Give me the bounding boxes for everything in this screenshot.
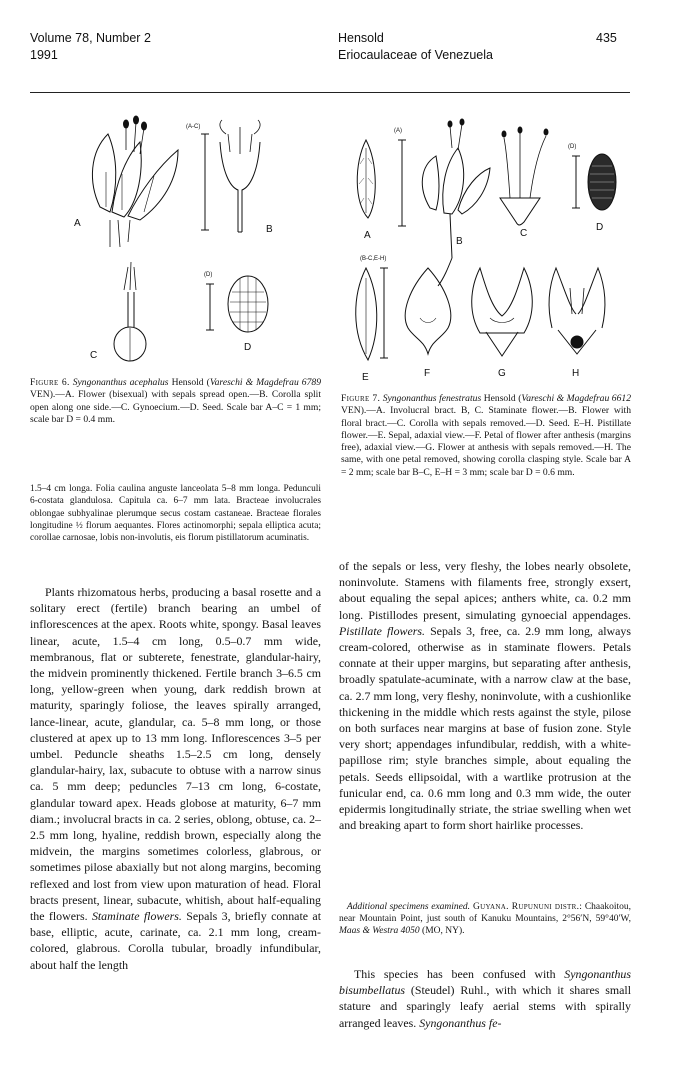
- comparison-text-mid: (Steudel) Ruhl., with which it shares small stature and sparingly leafy aerial stems with spirally arranged leaves.: [339, 983, 631, 1030]
- fig7-label-e: E: [362, 372, 369, 383]
- comparison-paragraph: [339, 966, 631, 1031]
- specimens-examined: [339, 902, 631, 937]
- fig7-caption-text: VEN).—A. Involucral bract. B, C. Staminate flower.—B. Flower with floral bract.—C. Corolla with sepals removed.—D. Seed. E–H. Pistillate flower.—E. Sepal, adaxial view.—F. Petal of flower after anthesis (margins free), adaxial view.—G. Flower at anthesis with sepals removed.—H. The same, with one petal removed, showing corolla clasping style. Scale bar A = 2 mm; scale bar B–C, E–H = 3 mm; scale bar D = 0.6 mm.: [341, 405, 631, 478]
- description-text: Plants rhizomatous herbs, producing a basal rosette and a solitary erect (fertile) branch bearing an umbel of inflorescences at the apex. Roots white, spongy. Basal leaves linear, acute, 1.5–4 cm long, 0.5–0.7 mm wide, membranous, flat or subterete, fenestrate, glandular-hairy, the midvein prominently thickened. Fertile branch 3–6.5 cm long, yellow-green when young, dark reddish brown at maturity, sparingly foliose, the leaves spirally arranged, lance-linear, acute, glandular, ca. 5–8 mm long, or those clustered at apex up to 13 mm long. Inflorescences 3–5 per umbel. Peduncle sheaths 1.5–2.5 cm long, densely glandular-hairy, lax, subacute to obtuse with a narrow sinus ca. 5 mm deep; peduncles 7–13 cm long, 6-costate, glandular toward apex. Heads globose at maturity, 6–7 mm diam.; involucral bracts in ca. 2 series, oblong, obtuse, ca. 2–2.5 mm long, hyaline, reddish brown, especially along the midvein, the margins sometimes colorless, glabrous, or sometimes pilose abaxially but not along margins, becoming reflexed and lost from view upon maturation of head. Floral bracts present, linear, subacute, whitish, about half-equaling the flowers.: [30, 585, 321, 924]
- fig6-corolla-b: [220, 120, 260, 232]
- fig6-scale-ac: [186, 124, 209, 230]
- fig7-bract-a: [357, 140, 375, 218]
- fig6-label-c: C: [90, 350, 98, 361]
- fig7-label-g: G: [498, 368, 506, 379]
- fig7-caption-species: Syngonanthus fenestratus: [382, 393, 482, 404]
- fig7-label-a: A: [364, 230, 371, 241]
- fig7-corolla-c: [500, 127, 548, 225]
- header-author: Hensold: [338, 31, 384, 45]
- fig7-label-d: D: [596, 222, 604, 233]
- fig6-flower-a: [92, 116, 178, 247]
- staminate-label: Staminate flowers.: [91, 909, 182, 924]
- fig7-caption-author: Hensold (: [481, 393, 522, 404]
- continued-text: of the sepals or less, very fleshy, the lobes nearly obsolete, noninvolute. Stamens with filaments free, strongly exsert, about equaling the sepal apices; anthers white, ca. 0.2 mm long. Pistillodes present, simulating gynoecial appendages.: [339, 559, 631, 622]
- fig7-scale-label-beh: (B-C,E-H): [360, 256, 387, 262]
- figure-7-caption: [341, 393, 631, 479]
- fig6-caption-text: VEN).—A. Flower (bisexual) with sepals spread open.—B. Corolla split open along one side.—C. Gynoecium.—D. Seed. Scale bar A–C = 1 mm; scale bar D = 0.4 mm.: [30, 389, 321, 425]
- right-column: [339, 558, 631, 833]
- fig6-gynoecium-c: [114, 262, 146, 361]
- left-column: [30, 584, 321, 973]
- page-number: 435: [596, 31, 617, 45]
- fig6-caption-species: Syngonanthus acephalus: [72, 377, 169, 388]
- latin-description: 1.5–4 cm longa. Folia caulina anguste lanceolata 5–8 mm longa. Pedunculi 6-costata glandulosa. Capitula ca. 6–7 mm lata. Bracteae involucrales oblongae subhyalinae plerumque secus costam castaneae. Bracteae florales longitudine ½ florum aequantes. Flores actinomorphi; sepala elliptica acuta; corollae carnosae, lobis non-involutis, eis florum pistillatorum acuminatis.: [30, 484, 321, 544]
- comparison-text: This species has been confused with: [354, 967, 565, 981]
- description-paragraph: [30, 584, 321, 973]
- fig7-flower-b: [422, 119, 490, 286]
- fig6-seed-d: [228, 276, 268, 332]
- continued-paragraph: [339, 558, 631, 833]
- figure-7: [340, 118, 630, 388]
- figure-6-illustration: [70, 112, 310, 372]
- specimens-herbaria: (MO, NY).: [419, 925, 465, 936]
- fig7-scale-d: [568, 144, 580, 208]
- comparison-species-1: Syngonanthus bisumbellatus: [339, 967, 631, 998]
- fig6-caption-lead: Figure 6.: [30, 377, 70, 388]
- fig6-scale-d: [204, 272, 214, 330]
- running-header-left: [30, 30, 151, 64]
- figure-7-illustration: [340, 118, 630, 388]
- fig6-caption-author: Hensold (: [168, 377, 210, 388]
- fig7-scale-beh: [380, 268, 388, 358]
- fig7-caption-lead: Figure 7.: [341, 393, 381, 404]
- fig6-label-a: A: [74, 218, 81, 229]
- fig6-label-b: B: [266, 224, 273, 235]
- specimens-collector: Maas & Westra 4050: [339, 925, 420, 936]
- fig7-petal-f: [405, 268, 451, 354]
- fig7-label-b: B: [456, 236, 463, 247]
- fig7-label-h: H: [572, 368, 580, 379]
- comparison-text-block: [339, 966, 631, 1031]
- fig7-flower-g: [472, 268, 533, 356]
- specimens-country: Guyana. Rupununi distr.:: [470, 902, 583, 912]
- pistillate-label: Pistillate flowers.: [339, 623, 425, 638]
- header-rule: [30, 92, 630, 93]
- specimens-label: Additional specimens examined.: [346, 902, 471, 912]
- fig6-scale-label-d: (D): [204, 272, 213, 278]
- fig7-label-f: F: [424, 368, 431, 379]
- description-text-end: Sepals 3, briefly connate at base, elliptic, acute, carinate, ca. 2.1 mm long, cream-colored, glabrous. Corolla tubular, broadly infundibular, about half the length: [30, 909, 322, 972]
- fig6-scale-label-ac: (A-C): [186, 124, 201, 130]
- fig6-caption-collector: Vareschi & Magdefrau 6789: [209, 377, 321, 388]
- journal-volume: Volume 78, Number 2: [30, 31, 151, 45]
- fig7-label-c: C: [520, 228, 528, 239]
- fig7-flower-h: [549, 268, 605, 354]
- figure-6-caption: [30, 377, 321, 426]
- journal-year: 1991: [30, 48, 58, 62]
- comparison-species-2: Syngonanthus fe-: [419, 1015, 502, 1030]
- fig7-seed-d: [588, 154, 616, 210]
- fig6-label-d: D: [244, 342, 252, 353]
- fig7-scale-label-a: (A): [394, 128, 402, 134]
- figure-6: [70, 112, 310, 372]
- fig7-sepal-e: [356, 268, 377, 360]
- continued-text-end: Sepals 3, free, ca. 2.9 mm long, always cream-colored, otherwise as in staminate flowers. Petals connate at their upper margins, but separating after anthesis, broadly spatulate-acuminate, with a narrow claw at the base, ca. 2.7 mm long, very fleshy, noninvolute, with a cushionlike thickening in the middle which rests against the style, pilose on both surfaces near margins at base of fusion zone. Style very short; appendages infundibular, reddish, with a white-papillose rim; style branches simple, about equaling the petals. Seeds ellipsoidal, with a wartlike protrusion at the funicular end, ca. 0.6 mm long and 0.3 mm wide, the outer epidermis longitudinally striate, the striae swelling when wet and breaking apart to form short hairlike processes.: [339, 623, 631, 833]
- fig7-caption-collector: Vareschi & Magdefrau 6612: [521, 393, 631, 404]
- specimens-locality: Chaakoitou, near Mountain Point, just south of Kanuku Mountains, 2°56′N, 59°40′W,: [339, 902, 631, 924]
- fig7-scale-label-d: (D): [568, 144, 577, 150]
- running-header-center: [338, 30, 493, 64]
- fig7-scale-a: [394, 128, 406, 226]
- header-title: Eriocaulaceae of Venezuela: [338, 48, 493, 62]
